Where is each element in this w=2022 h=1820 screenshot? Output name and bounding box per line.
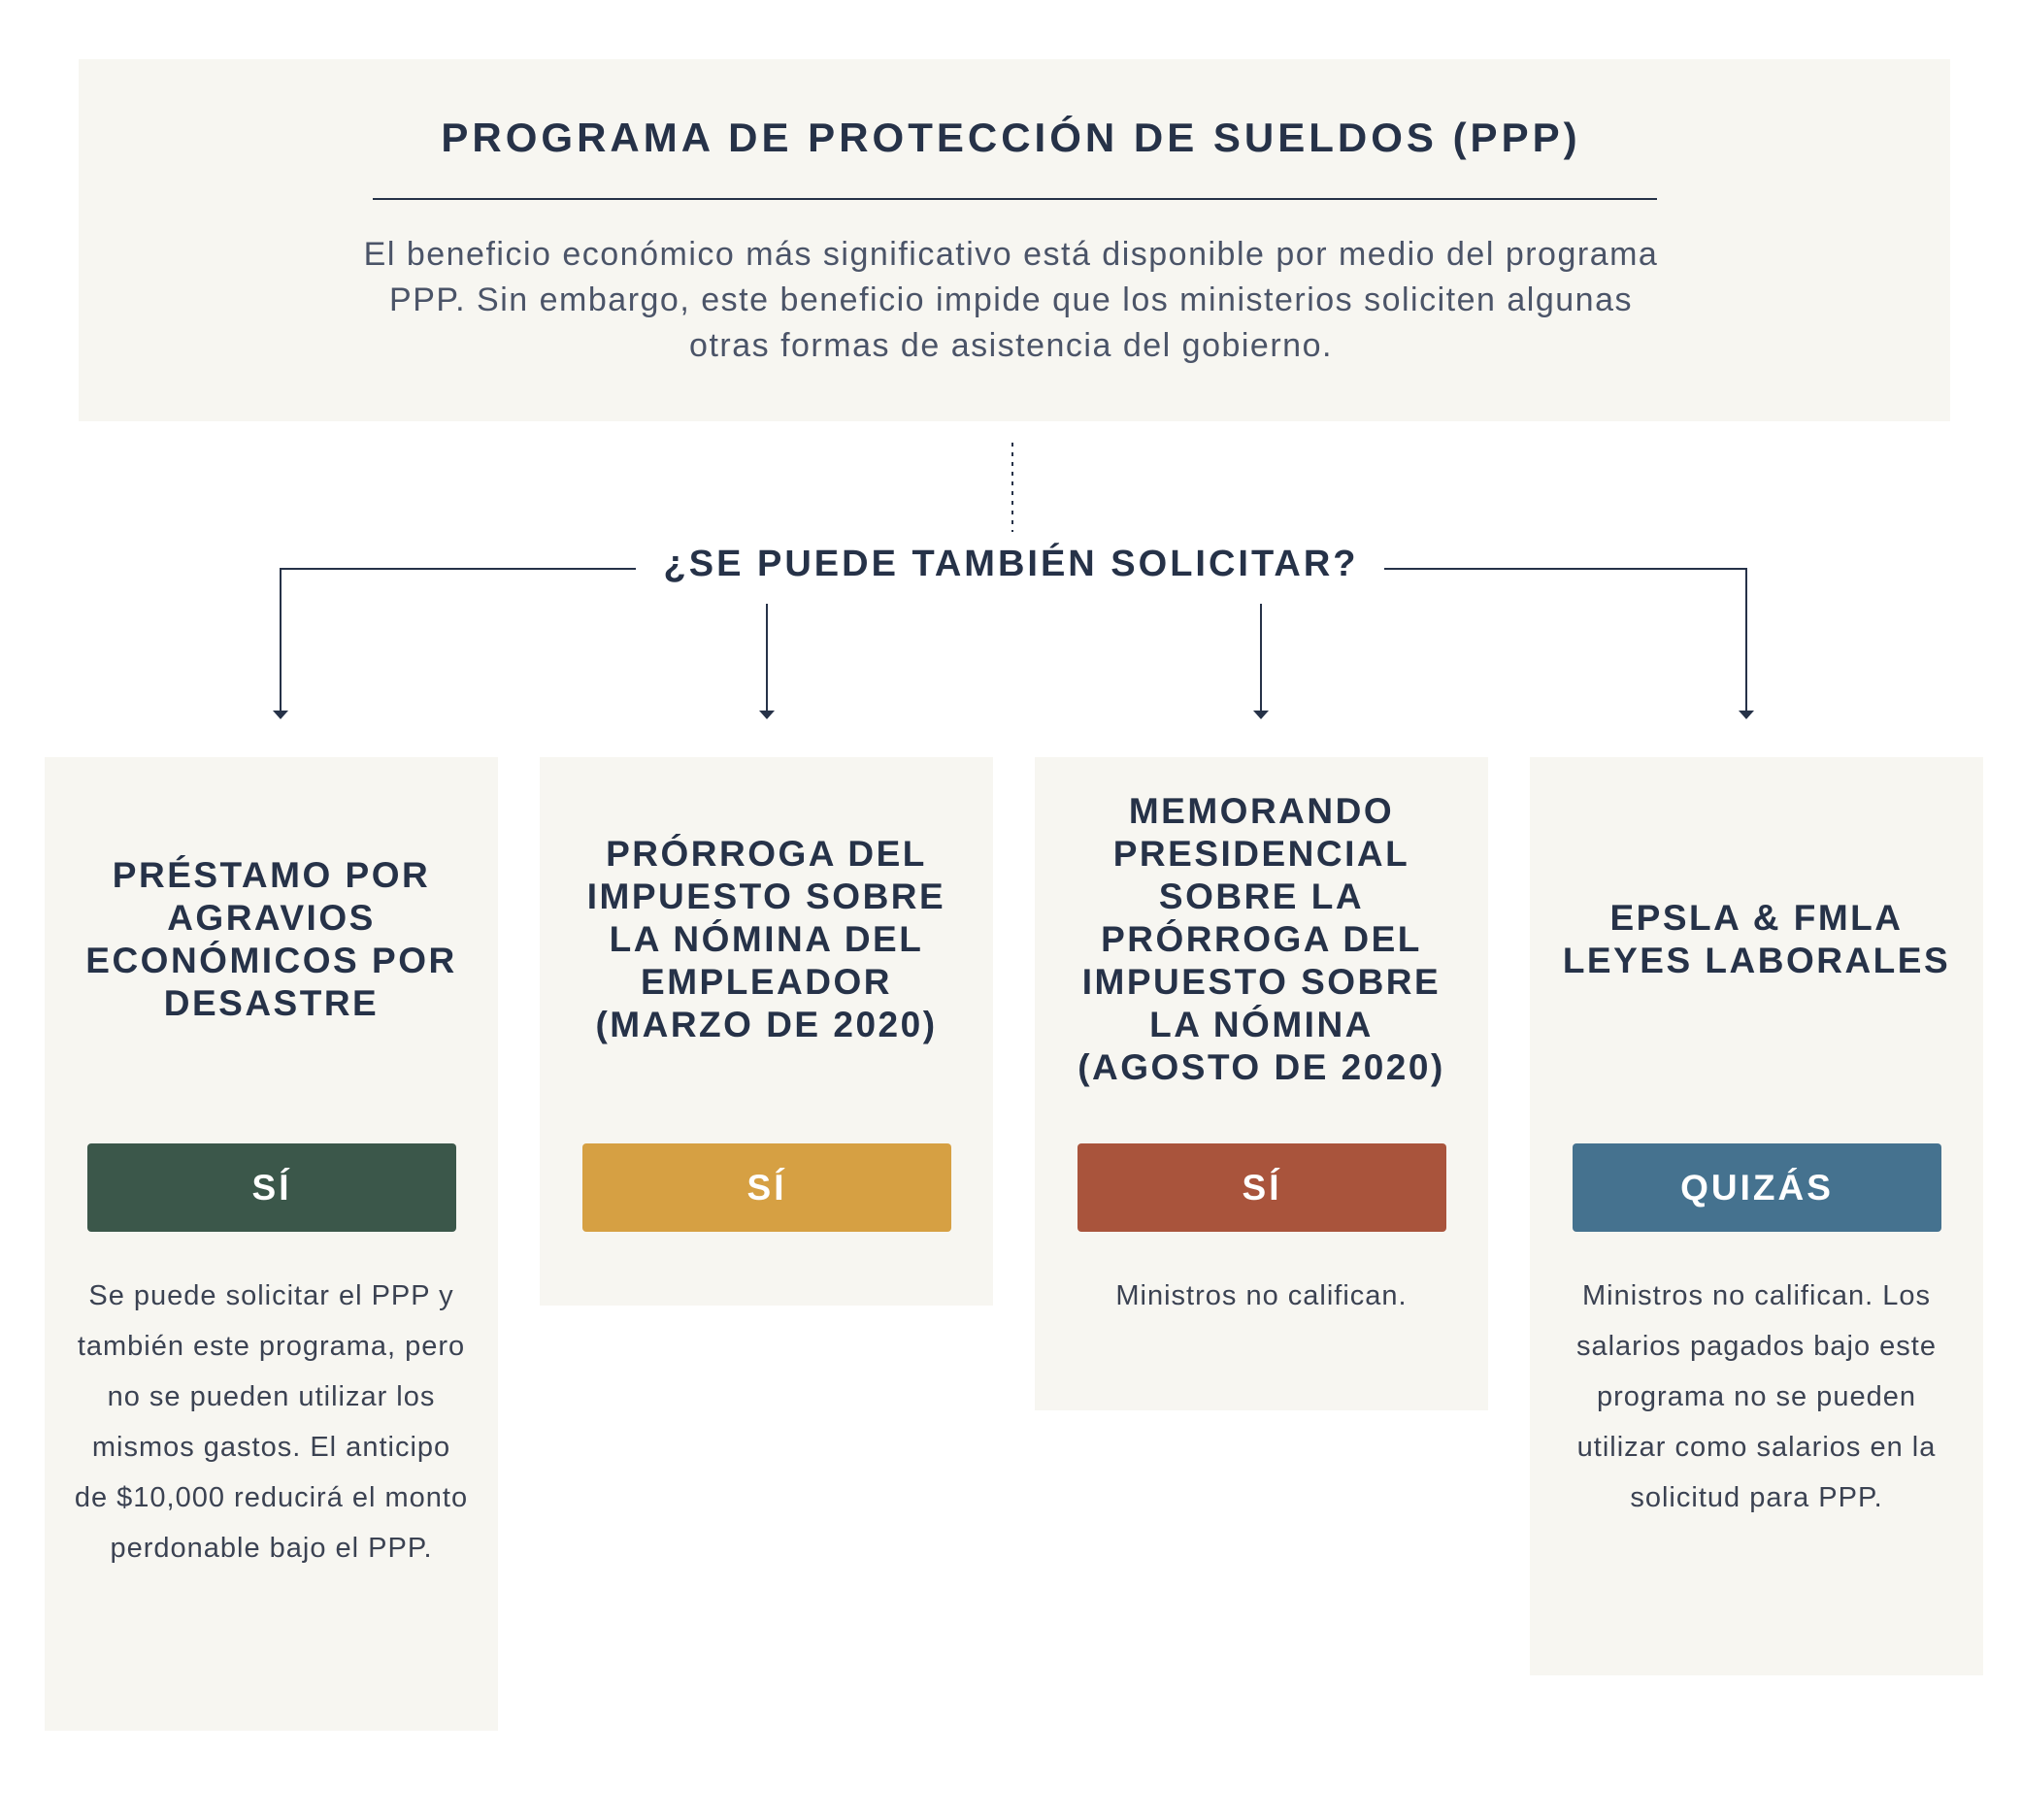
card-title: MEMORANDO PRESIDENCIAL SOBRE LA PRÓRROGA DEL IMPUESTO SOBRE LA NÓMINA (AGOSTO DE 2020) bbox=[1077, 790, 1445, 1087]
card-description: Ministros no califican. Los salarios pagados bajo este programa no se pueden utilizar como salarios en la solicitud para PPP. bbox=[1575, 1280, 1937, 1513]
card-epsla-fmla bbox=[1530, 757, 1983, 1675]
card-title: PRÉSTAMO POR AGRAVIOS ECONÓMICOS POR DESASTRE bbox=[85, 854, 457, 1023]
arrowhead-icon bbox=[1739, 711, 1754, 719]
answer-badge: SÍ bbox=[87, 1143, 456, 1232]
answer-badge: SÍ bbox=[582, 1143, 951, 1232]
card-description: Ministros no califican. bbox=[1115, 1280, 1408, 1311]
card-payroll-tax-deferral-march bbox=[540, 757, 993, 1306]
card-description: Se puede solicitar el PPP y también este programa, pero no se pueden utilizar los mismos gastos. El anticipo de $10,000 reducirá el monto perdonable bajo el PPP. bbox=[74, 1280, 469, 1564]
card-title: PRÓRROGA DEL IMPUESTO SOBRE LA NÓMINA DEL EMPLEADOR (MARZO DE 2020) bbox=[586, 833, 946, 1044]
arrowhead-icon bbox=[759, 711, 775, 719]
answer-badge: SÍ bbox=[1077, 1143, 1446, 1232]
connector-left bbox=[281, 569, 636, 711]
arrowhead-icon bbox=[273, 711, 288, 719]
question-heading: ¿SE PUEDE TAMBIÉN SOLICITAR? bbox=[663, 544, 1359, 584]
arrowhead-icon bbox=[1253, 711, 1269, 719]
intro-text: El beneficio económico más significativo está disponible por medio del programa PPP. Sin embargo, este beneficio impide que los ministerios soliciten algunas otras formas de asistencia del gobierno. bbox=[363, 236, 1659, 364]
answer-badge: QUIZÁS bbox=[1573, 1143, 1941, 1232]
card-title: EPSLA & FMLA LEYES LABORALES bbox=[1562, 897, 1951, 980]
card-disaster-loan bbox=[45, 757, 498, 1731]
page-title: PROGRAMA DE PROTECCIÓN DE SUELDOS (PPP) bbox=[441, 115, 1581, 160]
connector-lines bbox=[0, 0, 2022, 757]
connector-right bbox=[1384, 569, 1746, 711]
card-presidential-memo-august bbox=[1035, 757, 1488, 1410]
